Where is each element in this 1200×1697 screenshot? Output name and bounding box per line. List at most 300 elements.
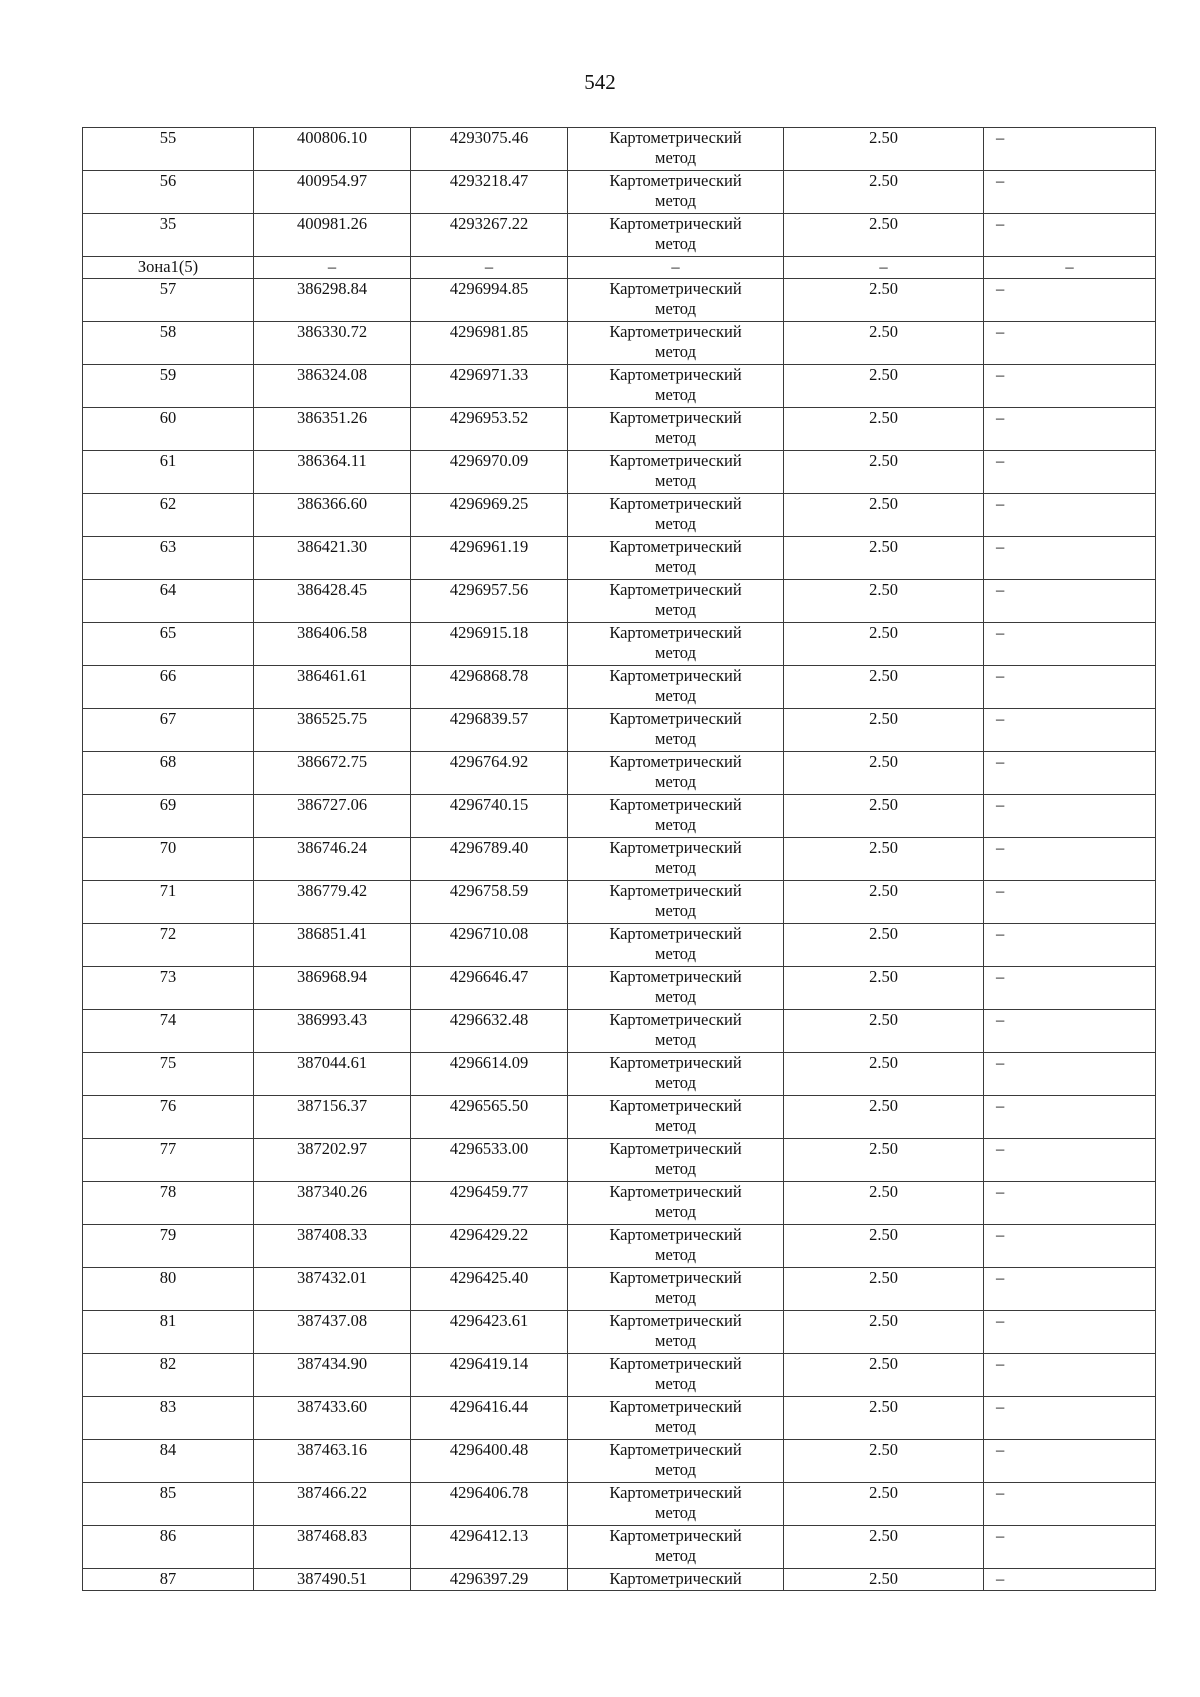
accuracy: 2.50 bbox=[784, 752, 984, 795]
note: – bbox=[984, 795, 1156, 838]
accuracy: 2.50 bbox=[784, 322, 984, 365]
table-row bbox=[83, 537, 1156, 580]
method-cell bbox=[568, 1225, 784, 1268]
method-line-1: Картометрический bbox=[609, 1010, 742, 1029]
method-line-2: метод bbox=[655, 385, 696, 404]
table-row bbox=[83, 580, 1156, 623]
table-row bbox=[83, 279, 1156, 322]
method-line-2: метод bbox=[655, 1288, 696, 1307]
coordinate-x: 387468.83 bbox=[254, 1526, 411, 1569]
accuracy: 2.50 bbox=[784, 666, 984, 709]
method-cell bbox=[568, 1010, 784, 1053]
coordinate-y: 4296961.19 bbox=[411, 537, 568, 580]
method-line-2: метод bbox=[655, 1073, 696, 1092]
coordinate-y: 4293267.22 bbox=[411, 214, 568, 257]
method-cell bbox=[568, 1268, 784, 1311]
method-line-2: метод bbox=[655, 858, 696, 877]
table-row bbox=[83, 838, 1156, 881]
point-number: 68 bbox=[83, 752, 254, 795]
note: – bbox=[984, 666, 1156, 709]
accuracy: 2.50 bbox=[784, 1526, 984, 1569]
note: – bbox=[984, 1268, 1156, 1311]
coordinate-y: 4296412.13 bbox=[411, 1526, 568, 1569]
method-cell bbox=[568, 494, 784, 537]
method-line-1: Картометрический bbox=[609, 1268, 742, 1287]
note: – bbox=[984, 1483, 1156, 1526]
coordinate-x: 387156.37 bbox=[254, 1096, 411, 1139]
method-cell bbox=[568, 1096, 784, 1139]
method-cell bbox=[568, 408, 784, 451]
point-number: 78 bbox=[83, 1182, 254, 1225]
page-number: 542 bbox=[584, 70, 616, 94]
point-number: 35 bbox=[83, 214, 254, 257]
note: – bbox=[984, 1440, 1156, 1483]
method-line-1: Картометрический bbox=[609, 1354, 742, 1373]
note: – bbox=[984, 408, 1156, 451]
method-line-1: Картометрический bbox=[609, 795, 742, 814]
method-cell bbox=[568, 1397, 784, 1440]
table-row bbox=[83, 1096, 1156, 1139]
coordinate-x: 387202.97 bbox=[254, 1139, 411, 1182]
coordinate-y: 4296758.59 bbox=[411, 881, 568, 924]
point-number: 59 bbox=[83, 365, 254, 408]
method-cell bbox=[568, 537, 784, 580]
method-line-2: метод bbox=[655, 643, 696, 662]
accuracy: 2.50 bbox=[784, 1182, 984, 1225]
method-cell bbox=[568, 838, 784, 881]
accuracy: 2.50 bbox=[784, 795, 984, 838]
note: – bbox=[984, 1010, 1156, 1053]
accuracy: 2.50 bbox=[784, 924, 984, 967]
accuracy: 2.50 bbox=[784, 1225, 984, 1268]
table-row bbox=[83, 881, 1156, 924]
method-line-1: Картометрический bbox=[609, 537, 742, 556]
method-line-2: метод bbox=[655, 1417, 696, 1436]
coordinate-y: 4296533.00 bbox=[411, 1139, 568, 1182]
coordinate-x: 387433.60 bbox=[254, 1397, 411, 1440]
coordinate-x: 387432.01 bbox=[254, 1268, 411, 1311]
accuracy: 2.50 bbox=[784, 365, 984, 408]
method-line-1: Картометрический bbox=[609, 1483, 742, 1502]
coordinate-y: 4296953.52 bbox=[411, 408, 568, 451]
coordinate-y: 4296969.25 bbox=[411, 494, 568, 537]
coordinate-x: 400806.10 bbox=[254, 128, 411, 171]
point-number: 67 bbox=[83, 709, 254, 752]
coordinate-x: 387434.90 bbox=[254, 1354, 411, 1397]
table-row bbox=[83, 1182, 1156, 1225]
coordinate-x: 387466.22 bbox=[254, 1483, 411, 1526]
table-row bbox=[83, 1010, 1156, 1053]
table-row bbox=[83, 1268, 1156, 1311]
point-number: 84 bbox=[83, 1440, 254, 1483]
method-line-1: Картометрический bbox=[609, 408, 742, 427]
method-cell bbox=[568, 1354, 784, 1397]
coordinate-y: 4296994.85 bbox=[411, 279, 568, 322]
table-row bbox=[83, 1354, 1156, 1397]
note: – bbox=[984, 967, 1156, 1010]
method-cell bbox=[568, 1139, 784, 1182]
point-number: 70 bbox=[83, 838, 254, 881]
point-number: 64 bbox=[83, 580, 254, 623]
note: – bbox=[984, 709, 1156, 752]
method-line-1: Картометрический bbox=[609, 365, 742, 384]
note: – bbox=[984, 1397, 1156, 1440]
method-line-2: метод bbox=[655, 299, 696, 318]
point-number: 80 bbox=[83, 1268, 254, 1311]
accuracy: 2.50 bbox=[784, 1440, 984, 1483]
method-cell bbox=[568, 1526, 784, 1569]
method-line-2: метод bbox=[655, 1202, 696, 1221]
point-number: 69 bbox=[83, 795, 254, 838]
coordinate-y: 4293075.46 bbox=[411, 128, 568, 171]
coordinate-y: 4296423.61 bbox=[411, 1311, 568, 1354]
coordinate-x: 387340.26 bbox=[254, 1182, 411, 1225]
coordinate-y: 4296740.15 bbox=[411, 795, 568, 838]
method-cell bbox=[568, 365, 784, 408]
coordinate-x: 386746.24 bbox=[254, 838, 411, 881]
note: – bbox=[984, 128, 1156, 171]
method-cell bbox=[568, 322, 784, 365]
method-line-1: Картометрический bbox=[609, 924, 742, 943]
method-line-2: метод bbox=[655, 1460, 696, 1479]
point-number: 73 bbox=[83, 967, 254, 1010]
accuracy: 2.50 bbox=[784, 279, 984, 322]
coordinate-y: 4296614.09 bbox=[411, 1053, 568, 1096]
method-line-2: метод bbox=[655, 557, 696, 576]
zone-dash: – bbox=[568, 257, 784, 279]
method-line-2: метод bbox=[655, 815, 696, 834]
method-cell bbox=[568, 1053, 784, 1096]
method-cell bbox=[568, 1182, 784, 1225]
table-row bbox=[83, 623, 1156, 666]
table-row bbox=[83, 451, 1156, 494]
coordinate-x: 387463.16 bbox=[254, 1440, 411, 1483]
note: – bbox=[984, 1225, 1156, 1268]
point-number: 74 bbox=[83, 1010, 254, 1053]
method-line-2: метод bbox=[655, 901, 696, 920]
method-line-1: Картометрический bbox=[609, 1526, 742, 1545]
accuracy: 2.50 bbox=[784, 881, 984, 924]
note: – bbox=[984, 279, 1156, 322]
table-row bbox=[83, 365, 1156, 408]
coordinate-y: 4296971.33 bbox=[411, 365, 568, 408]
method-line-1: Картометрический bbox=[609, 881, 742, 900]
point-number: 77 bbox=[83, 1139, 254, 1182]
table-row bbox=[83, 967, 1156, 1010]
method-cell bbox=[568, 128, 784, 171]
accuracy: 2.50 bbox=[784, 537, 984, 580]
method-line-2: метод bbox=[655, 148, 696, 167]
method-line-1: Картометрический bbox=[609, 709, 742, 728]
method-cell bbox=[568, 1483, 784, 1526]
table-row bbox=[83, 752, 1156, 795]
point-number: 76 bbox=[83, 1096, 254, 1139]
note: – bbox=[984, 623, 1156, 666]
coordinates-table-body bbox=[83, 128, 1156, 1591]
table-row bbox=[83, 494, 1156, 537]
method-cell bbox=[568, 171, 784, 214]
method-cell bbox=[568, 1569, 784, 1591]
method-line-1: Картометрический bbox=[609, 128, 742, 147]
coordinate-y: 4296632.48 bbox=[411, 1010, 568, 1053]
method-line-1: Картометрический bbox=[609, 838, 742, 857]
point-number: 61 bbox=[83, 451, 254, 494]
point-number: 66 bbox=[83, 666, 254, 709]
coordinate-x: 386779.42 bbox=[254, 881, 411, 924]
coordinate-x: 387490.51 bbox=[254, 1569, 411, 1591]
method-cell bbox=[568, 279, 784, 322]
coordinate-x: 386351.26 bbox=[254, 408, 411, 451]
point-number: 60 bbox=[83, 408, 254, 451]
note: – bbox=[984, 1526, 1156, 1569]
method-line-1: Картометрический bbox=[609, 1096, 742, 1115]
coordinate-y: 4296419.14 bbox=[411, 1354, 568, 1397]
table-row bbox=[83, 1440, 1156, 1483]
coordinates-table bbox=[82, 127, 1156, 1591]
coordinate-x: 386851.41 bbox=[254, 924, 411, 967]
accuracy: 2.50 bbox=[784, 1397, 984, 1440]
method-line-1: Картометрический bbox=[609, 171, 742, 190]
point-number: 86 bbox=[83, 1526, 254, 1569]
table-row bbox=[83, 1526, 1156, 1569]
coordinate-x: 387044.61 bbox=[254, 1053, 411, 1096]
coordinate-x: 386993.43 bbox=[254, 1010, 411, 1053]
method-cell bbox=[568, 924, 784, 967]
coordinate-y: 4296970.09 bbox=[411, 451, 568, 494]
coordinate-y: 4296397.29 bbox=[411, 1569, 568, 1591]
table-row bbox=[83, 1569, 1156, 1591]
method-cell bbox=[568, 451, 784, 494]
method-line-1: Картометрический bbox=[609, 752, 742, 771]
note: – bbox=[984, 924, 1156, 967]
coordinate-y: 4296565.50 bbox=[411, 1096, 568, 1139]
coordinate-y: 4296400.48 bbox=[411, 1440, 568, 1483]
table-row bbox=[83, 128, 1156, 171]
point-number: 56 bbox=[83, 171, 254, 214]
coordinate-x: 386366.60 bbox=[254, 494, 411, 537]
accuracy: 2.50 bbox=[784, 171, 984, 214]
point-number: 55 bbox=[83, 128, 254, 171]
table-row bbox=[83, 322, 1156, 365]
method-line-1: Картометрический bbox=[609, 451, 742, 470]
coordinate-x: 386298.84 bbox=[254, 279, 411, 322]
method-cell bbox=[568, 967, 784, 1010]
note: – bbox=[984, 1053, 1156, 1096]
method-line-2: метод bbox=[655, 234, 696, 253]
coordinate-x: 386421.30 bbox=[254, 537, 411, 580]
point-number: 83 bbox=[83, 1397, 254, 1440]
method-cell bbox=[568, 1440, 784, 1483]
note: – bbox=[984, 1569, 1156, 1591]
method-line-2: метод bbox=[655, 471, 696, 490]
coordinate-y: 4296764.92 bbox=[411, 752, 568, 795]
coordinate-x: 386324.08 bbox=[254, 365, 411, 408]
table-row bbox=[83, 408, 1156, 451]
point-number: 58 bbox=[83, 322, 254, 365]
method-line-1: Картометрический bbox=[609, 623, 742, 642]
table-row bbox=[83, 214, 1156, 257]
method-cell bbox=[568, 666, 784, 709]
accuracy: 2.50 bbox=[784, 1096, 984, 1139]
coordinate-y: 4296429.22 bbox=[411, 1225, 568, 1268]
point-number: 62 bbox=[83, 494, 254, 537]
accuracy: 2.50 bbox=[784, 1139, 984, 1182]
coordinate-x: 386406.58 bbox=[254, 623, 411, 666]
point-number: 85 bbox=[83, 1483, 254, 1526]
accuracy: 2.50 bbox=[784, 1569, 984, 1591]
note: – bbox=[984, 580, 1156, 623]
table-row bbox=[83, 709, 1156, 752]
method-cell bbox=[568, 580, 784, 623]
point-number: 63 bbox=[83, 537, 254, 580]
coordinate-y: 4296646.47 bbox=[411, 967, 568, 1010]
zone-dash: – bbox=[784, 257, 984, 279]
method-line-2: метод bbox=[655, 342, 696, 361]
note: – bbox=[984, 494, 1156, 537]
method-line-2: метод bbox=[655, 1546, 696, 1565]
coordinate-x: 400981.26 bbox=[254, 214, 411, 257]
zone-row bbox=[83, 257, 1156, 279]
accuracy: 2.50 bbox=[784, 623, 984, 666]
method-line-2: метод bbox=[655, 600, 696, 619]
method-cell bbox=[568, 214, 784, 257]
accuracy: 2.50 bbox=[784, 1010, 984, 1053]
accuracy: 2.50 bbox=[784, 1053, 984, 1096]
note: – bbox=[984, 1182, 1156, 1225]
method-line-2: метод bbox=[655, 428, 696, 447]
method-line-1: Картометрический bbox=[609, 279, 742, 298]
method-line-1: Картометрический bbox=[609, 666, 742, 685]
point-number: 79 bbox=[83, 1225, 254, 1268]
method-line-1: Картометрический bbox=[609, 1311, 742, 1330]
coordinate-y: 4296839.57 bbox=[411, 709, 568, 752]
coordinate-x: 386330.72 bbox=[254, 322, 411, 365]
method-line-2: метод bbox=[655, 944, 696, 963]
method-line-2: метод bbox=[655, 686, 696, 705]
method-line-2: метод bbox=[655, 1374, 696, 1393]
method-line-1: Картометрический bbox=[609, 1225, 742, 1244]
note: – bbox=[984, 752, 1156, 795]
method-line-2: метод bbox=[655, 772, 696, 791]
coordinate-y: 4296957.56 bbox=[411, 580, 568, 623]
accuracy: 2.50 bbox=[784, 451, 984, 494]
method-cell bbox=[568, 752, 784, 795]
coordinate-x: 387408.33 bbox=[254, 1225, 411, 1268]
table-row bbox=[83, 171, 1156, 214]
note: – bbox=[984, 838, 1156, 881]
accuracy: 2.50 bbox=[784, 1311, 984, 1354]
accuracy: 2.50 bbox=[784, 709, 984, 752]
note: – bbox=[984, 537, 1156, 580]
accuracy: 2.50 bbox=[784, 408, 984, 451]
method-line-2: метод bbox=[655, 1116, 696, 1135]
accuracy: 2.50 bbox=[784, 214, 984, 257]
point-number: 82 bbox=[83, 1354, 254, 1397]
method-cell bbox=[568, 795, 784, 838]
point-number: 57 bbox=[83, 279, 254, 322]
point-number: 87 bbox=[83, 1569, 254, 1591]
coordinate-x: 386525.75 bbox=[254, 709, 411, 752]
method-line-2: метод bbox=[655, 729, 696, 748]
point-number: 72 bbox=[83, 924, 254, 967]
coordinate-y: 4296459.77 bbox=[411, 1182, 568, 1225]
note: – bbox=[984, 1139, 1156, 1182]
note: – bbox=[984, 881, 1156, 924]
table-row bbox=[83, 1225, 1156, 1268]
coordinate-y: 4296915.18 bbox=[411, 623, 568, 666]
zone-dash: – bbox=[411, 257, 568, 279]
method-line-2: метод bbox=[655, 1245, 696, 1264]
note: – bbox=[984, 1311, 1156, 1354]
method-line-1: Картометрический bbox=[609, 967, 742, 986]
note: – bbox=[984, 214, 1156, 257]
note: – bbox=[984, 322, 1156, 365]
coordinate-y: 4296868.78 bbox=[411, 666, 568, 709]
accuracy: 2.50 bbox=[784, 580, 984, 623]
method-line-2: метод bbox=[655, 987, 696, 1006]
method-line-2: метод bbox=[655, 1030, 696, 1049]
note: – bbox=[984, 1096, 1156, 1139]
accuracy: 2.50 bbox=[784, 1354, 984, 1397]
note: – bbox=[984, 171, 1156, 214]
coordinate-x: 386968.94 bbox=[254, 967, 411, 1010]
coordinate-y: 4296425.40 bbox=[411, 1268, 568, 1311]
coordinate-y: 4296416.44 bbox=[411, 1397, 568, 1440]
zone-label: Зона1(5) bbox=[83, 257, 254, 279]
method-cell bbox=[568, 623, 784, 666]
method-line-1: Картометрический bbox=[609, 1139, 742, 1158]
point-number: 81 bbox=[83, 1311, 254, 1354]
note: – bbox=[984, 1354, 1156, 1397]
coordinate-y: 4296710.08 bbox=[411, 924, 568, 967]
method-cell bbox=[568, 709, 784, 752]
method-line-2: метод bbox=[655, 1159, 696, 1178]
table-row bbox=[83, 1397, 1156, 1440]
coordinate-x: 387437.08 bbox=[254, 1311, 411, 1354]
method-line-1: Картометрический bbox=[609, 1569, 742, 1588]
method-line-1: Картометрический bbox=[609, 580, 742, 599]
coordinate-x: 400954.97 bbox=[254, 171, 411, 214]
accuracy: 2.50 bbox=[784, 838, 984, 881]
table-row bbox=[83, 666, 1156, 709]
method-line-2: метод bbox=[655, 1503, 696, 1522]
coordinate-y: 4296789.40 bbox=[411, 838, 568, 881]
point-number: 71 bbox=[83, 881, 254, 924]
zone-dash: – bbox=[984, 257, 1156, 279]
coordinate-x: 386727.06 bbox=[254, 795, 411, 838]
method-line-1: Картометрический bbox=[609, 494, 742, 513]
table-row bbox=[83, 1053, 1156, 1096]
accuracy: 2.50 bbox=[784, 967, 984, 1010]
point-number: 75 bbox=[83, 1053, 254, 1096]
method-line-2: метод bbox=[655, 1331, 696, 1350]
method-line-2: метод bbox=[655, 514, 696, 533]
accuracy: 2.50 bbox=[784, 1268, 984, 1311]
table-row bbox=[83, 924, 1156, 967]
coordinate-y: 4296406.78 bbox=[411, 1483, 568, 1526]
point-number: 65 bbox=[83, 623, 254, 666]
method-cell bbox=[568, 881, 784, 924]
accuracy: 2.50 bbox=[784, 1483, 984, 1526]
method-line-1: Картометрический bbox=[609, 214, 742, 233]
method-line-1: Картометрический bbox=[609, 1053, 742, 1072]
method-line-1: Картометрический bbox=[609, 1397, 742, 1416]
note: – bbox=[984, 451, 1156, 494]
method-line-1: Картометрический bbox=[609, 1182, 742, 1201]
coordinate-x: 386364.11 bbox=[254, 451, 411, 494]
table-row bbox=[83, 1483, 1156, 1526]
table-row bbox=[83, 1139, 1156, 1182]
